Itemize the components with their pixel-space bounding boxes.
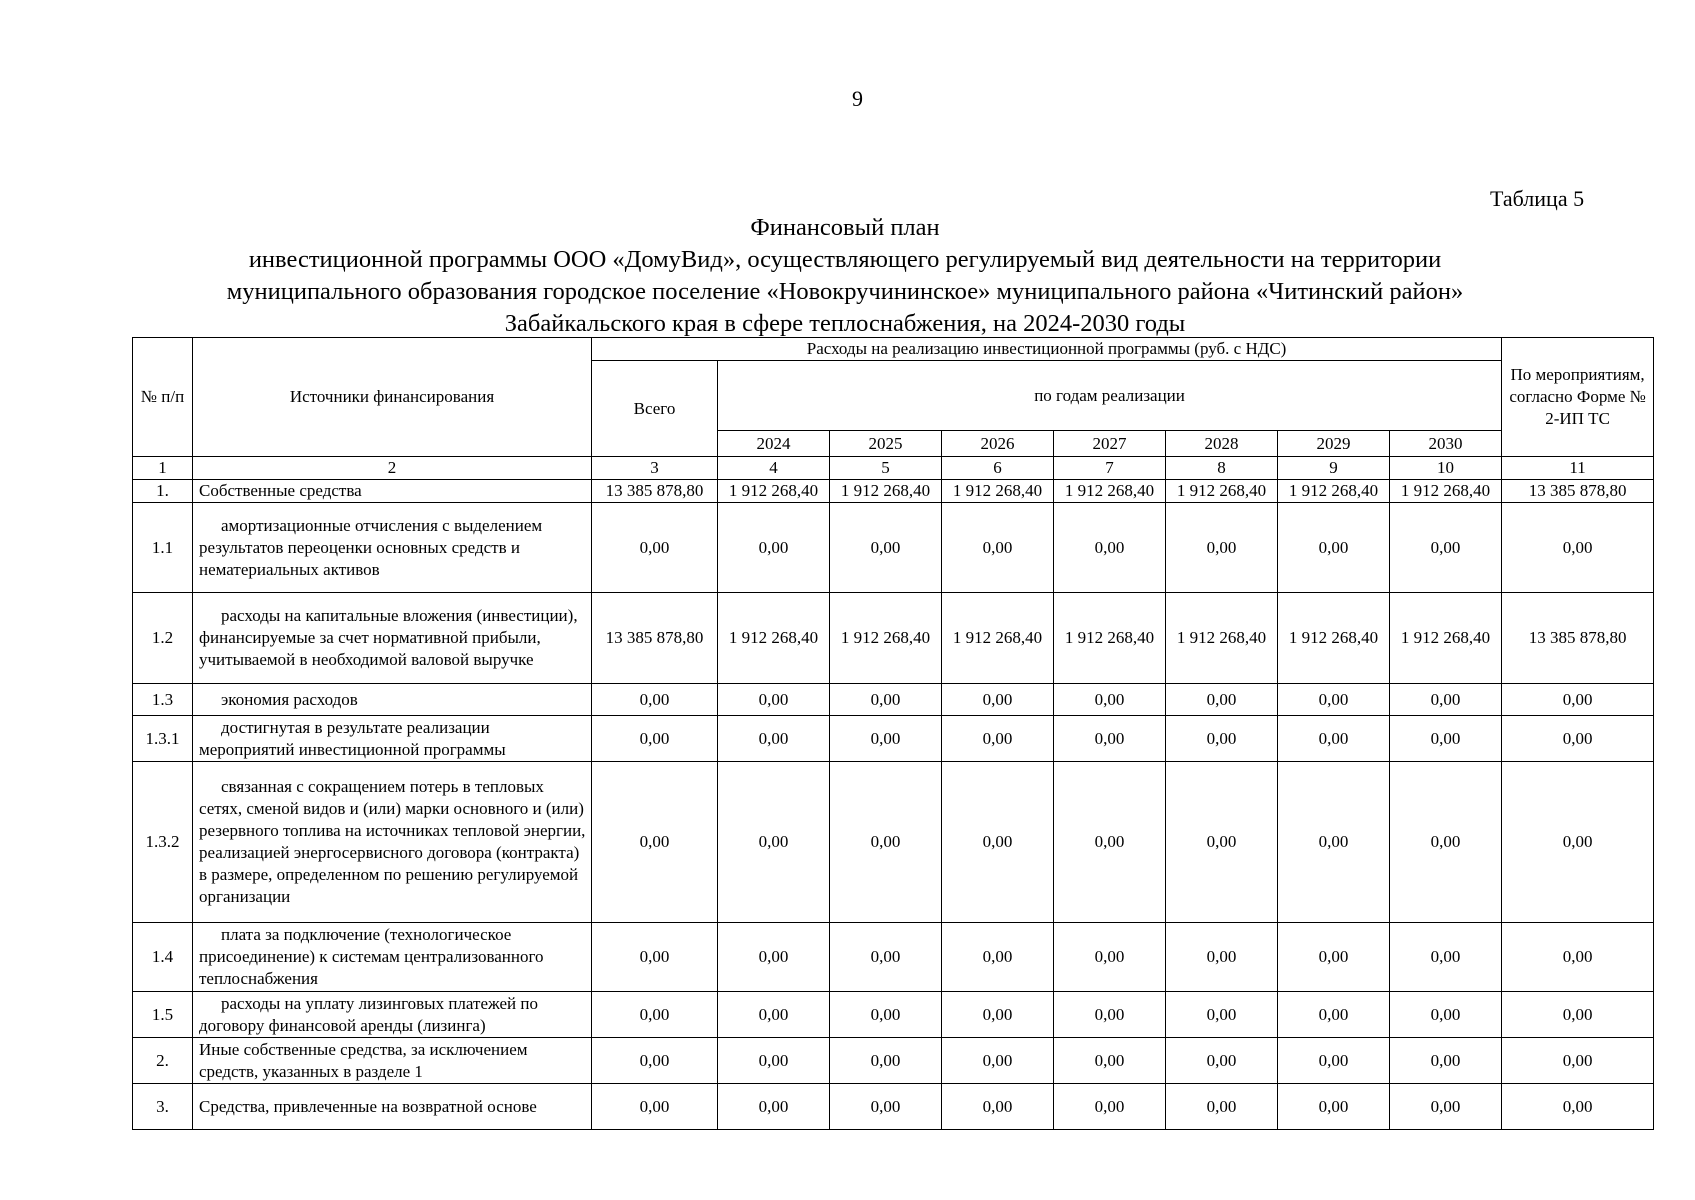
table-row xyxy=(133,716,1654,762)
row-source: связанная с сокращением потерь в тепловых сетях, сменой видов и (или) марки основного и (или) резервного топлива на источниках тепловой энергии, реализацией энергосервисного договора (контракта) в размере, определенном по решению регулируемой организации xyxy=(193,762,592,923)
value-by-measures: 0,00 xyxy=(1502,716,1654,762)
value-2029: 0,00 xyxy=(1278,684,1390,716)
value-2029: 0,00 xyxy=(1278,1038,1390,1084)
header-year: 2026 xyxy=(942,431,1054,457)
value-2027: 1 912 268,40 xyxy=(1054,593,1166,684)
value-2026: 0,00 xyxy=(942,1084,1054,1130)
header-by-years: по годам реализации xyxy=(718,361,1502,431)
row-number: 1.4 xyxy=(133,923,193,992)
header-year: 2025 xyxy=(830,431,942,457)
value-2028: 0,00 xyxy=(1166,1038,1278,1084)
value-2028: 0,00 xyxy=(1166,716,1278,762)
column-number: 4 xyxy=(718,457,830,480)
row-source: Средства, привлеченные на возвратной основе xyxy=(193,1084,592,1130)
header-year: 2029 xyxy=(1278,431,1390,457)
row-source: экономия расходов xyxy=(193,684,592,716)
column-number: 9 xyxy=(1278,457,1390,480)
column-number: 5 xyxy=(830,457,942,480)
column-number-row xyxy=(133,457,1654,480)
value-2029: 1 912 268,40 xyxy=(1278,593,1390,684)
value-2030: 0,00 xyxy=(1390,716,1502,762)
value-by-measures: 13 385 878,80 xyxy=(1502,593,1654,684)
value-by-measures: 0,00 xyxy=(1502,992,1654,1038)
value-2027: 0,00 xyxy=(1054,1084,1166,1130)
value-2025: 0,00 xyxy=(830,716,942,762)
column-number: 3 xyxy=(592,457,718,480)
title-line: инвестиционной программы ООО «ДомуВид», осуществляющего регулируемый вид деятельности на территории xyxy=(248,246,1442,273)
document-title xyxy=(120,212,1570,340)
title-line: Забайкальского края в сфере теплоснабжения, на 2024-2030 годы xyxy=(504,310,1186,337)
table-row xyxy=(133,923,1654,992)
value-2025: 0,00 xyxy=(830,762,942,923)
table-row xyxy=(133,503,1654,593)
value-2024: 0,00 xyxy=(718,684,830,716)
table-row xyxy=(133,1084,1654,1130)
value-2030: 0,00 xyxy=(1390,1084,1502,1130)
header-year: 2024 xyxy=(718,431,830,457)
table-row xyxy=(133,992,1654,1038)
value-2027: 1 912 268,40 xyxy=(1054,480,1166,503)
value-2028: 0,00 xyxy=(1166,1084,1278,1130)
value-2026: 0,00 xyxy=(942,992,1054,1038)
value-2026: 0,00 xyxy=(942,1038,1054,1084)
row-number: 1. xyxy=(133,480,193,503)
row-source: Иные собственные средства, за исключением средств, указанных в разделе 1 xyxy=(193,1038,592,1084)
value-2026: 0,00 xyxy=(942,503,1054,593)
row-number: 1.3.1 xyxy=(133,716,193,762)
value-2027: 0,00 xyxy=(1054,503,1166,593)
table-row xyxy=(133,480,1654,503)
row-number: 1.1 xyxy=(133,503,193,593)
value-by-measures: 0,00 xyxy=(1502,503,1654,593)
value-total: 0,00 xyxy=(592,716,718,762)
value-total: 0,00 xyxy=(592,1084,718,1130)
value-2025: 0,00 xyxy=(830,992,942,1038)
financial-plan-table xyxy=(132,337,1654,1130)
row-source: плата за подключение (технологическое присоединение) к системам централизованного теплоснабжения xyxy=(193,923,592,992)
header-sources: Источники финансирования xyxy=(193,338,592,457)
column-number: 11 xyxy=(1502,457,1654,480)
header-year: 2027 xyxy=(1054,431,1166,457)
row-source: расходы на уплату лизинговых платежей по договору финансовой аренды (лизинга) xyxy=(193,992,592,1038)
value-2029: 0,00 xyxy=(1278,1084,1390,1130)
value-2025: 0,00 xyxy=(830,684,942,716)
value-2024: 1 912 268,40 xyxy=(718,593,830,684)
value-2025: 0,00 xyxy=(830,1038,942,1084)
title-line: муниципального образования городское поселение «Новокручининское» муниципального района «Читинский район» xyxy=(226,278,1464,305)
value-2029: 0,00 xyxy=(1278,923,1390,992)
value-total: 0,00 xyxy=(592,923,718,992)
value-2030: 0,00 xyxy=(1390,503,1502,593)
value-2030: 0,00 xyxy=(1390,1038,1502,1084)
value-2028: 1 912 268,40 xyxy=(1166,593,1278,684)
value-2028: 0,00 xyxy=(1166,503,1278,593)
row-number: 3. xyxy=(133,1084,193,1130)
value-2029: 0,00 xyxy=(1278,992,1390,1038)
row-number: 1.2 xyxy=(133,593,193,684)
header-year: 2028 xyxy=(1166,431,1278,457)
value-2026: 1 912 268,40 xyxy=(942,480,1054,503)
value-by-measures: 13 385 878,80 xyxy=(1502,480,1654,503)
row-number: 2. xyxy=(133,1038,193,1084)
value-2030: 1 912 268,40 xyxy=(1390,480,1502,503)
value-2027: 0,00 xyxy=(1054,762,1166,923)
value-2030: 0,00 xyxy=(1390,762,1502,923)
value-total: 0,00 xyxy=(592,503,718,593)
value-total: 13 385 878,80 xyxy=(592,593,718,684)
column-number: 1 xyxy=(133,457,193,480)
value-by-measures: 0,00 xyxy=(1502,1084,1654,1130)
value-2024: 0,00 xyxy=(718,992,830,1038)
value-2025: 0,00 xyxy=(830,923,942,992)
value-2024: 1 912 268,40 xyxy=(718,480,830,503)
value-by-measures: 0,00 xyxy=(1502,923,1654,992)
value-2030: 0,00 xyxy=(1390,923,1502,992)
row-source: расходы на капитальные вложения (инвестиции), финансируемые за счет нормативной прибыли, учитываемой в необходимой валовой выручке xyxy=(193,593,592,684)
table-row xyxy=(133,762,1654,923)
value-by-measures: 0,00 xyxy=(1502,1038,1654,1084)
header-expenses: Расходы на реализацию инвестиционной программы (руб. с НДС) xyxy=(592,338,1502,361)
row-source: Собственные средства xyxy=(193,480,592,503)
value-2024: 0,00 xyxy=(718,1084,830,1130)
table-row xyxy=(133,1038,1654,1084)
value-total: 0,00 xyxy=(592,684,718,716)
column-number: 8 xyxy=(1166,457,1278,480)
column-number: 6 xyxy=(942,457,1054,480)
value-2026: 0,00 xyxy=(942,716,1054,762)
value-2029: 1 912 268,40 xyxy=(1278,480,1390,503)
header-total: Всего xyxy=(592,361,718,457)
row-number: 1.3.2 xyxy=(133,762,193,923)
value-total: 0,00 xyxy=(592,1038,718,1084)
header-no: № п/п xyxy=(133,338,193,457)
value-2028: 0,00 xyxy=(1166,923,1278,992)
value-2028: 0,00 xyxy=(1166,762,1278,923)
value-2026: 0,00 xyxy=(942,762,1054,923)
page-number: 9 xyxy=(852,86,863,111)
value-total: 0,00 xyxy=(592,762,718,923)
value-2025: 0,00 xyxy=(830,1084,942,1130)
row-source: достигнутая в результате реализации мероприятий инвестиционной программы xyxy=(193,716,592,762)
table-row xyxy=(133,684,1654,716)
row-number: 1.3 xyxy=(133,684,193,716)
value-2024: 0,00 xyxy=(718,762,830,923)
value-2027: 0,00 xyxy=(1054,1038,1166,1084)
value-2030: 1 912 268,40 xyxy=(1390,593,1502,684)
value-2027: 0,00 xyxy=(1054,716,1166,762)
value-2025: 1 912 268,40 xyxy=(830,593,942,684)
value-total: 0,00 xyxy=(592,992,718,1038)
value-2027: 0,00 xyxy=(1054,923,1166,992)
value-by-measures: 0,00 xyxy=(1502,762,1654,923)
value-2030: 0,00 xyxy=(1390,992,1502,1038)
value-total: 13 385 878,80 xyxy=(592,480,718,503)
value-2024: 0,00 xyxy=(718,503,830,593)
value-2030: 0,00 xyxy=(1390,684,1502,716)
value-2026: 0,00 xyxy=(942,923,1054,992)
header-year: 2030 xyxy=(1390,431,1502,457)
value-2025: 0,00 xyxy=(830,503,942,593)
value-2024: 0,00 xyxy=(718,923,830,992)
value-2026: 0,00 xyxy=(942,684,1054,716)
value-2029: 0,00 xyxy=(1278,503,1390,593)
value-2028: 1 912 268,40 xyxy=(1166,480,1278,503)
value-2029: 0,00 xyxy=(1278,762,1390,923)
table-row xyxy=(133,593,1654,684)
value-2027: 0,00 xyxy=(1054,684,1166,716)
header-by-measures: По мероприятиям, согласно Форме № 2-ИП ТС xyxy=(1502,338,1654,457)
column-number: 2 xyxy=(193,457,592,480)
column-number: 10 xyxy=(1390,457,1502,480)
value-2029: 0,00 xyxy=(1278,716,1390,762)
value-2028: 0,00 xyxy=(1166,684,1278,716)
value-2028: 0,00 xyxy=(1166,992,1278,1038)
value-2024: 0,00 xyxy=(718,716,830,762)
table-label: Таблица 5 xyxy=(1490,186,1585,211)
title-line: Финансовый план xyxy=(750,214,940,241)
row-source: амортизационные отчисления с выделением результатов переоценки основных средств и нематериальных активов xyxy=(193,503,592,593)
value-2025: 1 912 268,40 xyxy=(830,480,942,503)
column-number: 7 xyxy=(1054,457,1166,480)
value-2026: 1 912 268,40 xyxy=(942,593,1054,684)
value-2024: 0,00 xyxy=(718,1038,830,1084)
row-number: 1.5 xyxy=(133,992,193,1038)
value-2027: 0,00 xyxy=(1054,992,1166,1038)
value-by-measures: 0,00 xyxy=(1502,684,1654,716)
